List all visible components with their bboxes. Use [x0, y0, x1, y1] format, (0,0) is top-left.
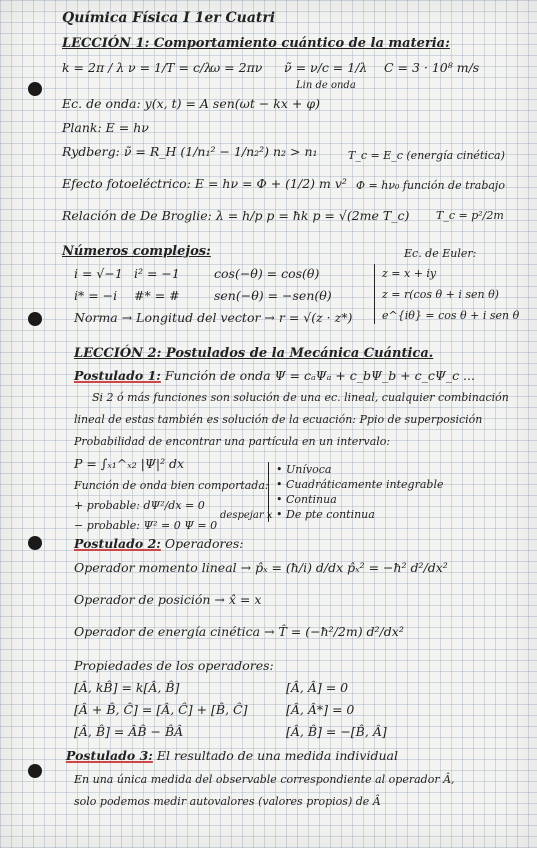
property-item: • Cuadráticamente integrable	[276, 478, 444, 491]
leccion1-heading: LECCIÓN 1: Comportamiento cuántico de la materia:	[62, 36, 450, 51]
binder-hole	[28, 312, 42, 326]
real-conjugate: #* = #	[134, 288, 180, 303]
kinetic-energy-operator: Operador de energía cinética → T̂ = (−ħ²/2m) d²/dx²	[74, 624, 404, 639]
wave-equation: Ec. de onda: y(x, t) = A sen(ωt − kx + φ)	[62, 96, 320, 111]
page-title: Química Física I 1er Cuatri	[62, 10, 276, 26]
postulado1-text: Función de onda Ψ = cₐΨₐ + c_bΨ_b + c_cΨ_c ...	[164, 368, 475, 383]
eq-omega: ω = 2πν	[210, 60, 263, 75]
operator-properties-heading: Propiedades de los operadores:	[74, 658, 274, 673]
eq-c: C = 3 · 10⁸ m/s	[384, 60, 480, 75]
euler-1: z = x + iy	[382, 267, 437, 280]
euler-3: e^{iθ} = cos θ + i sen θ	[382, 309, 520, 322]
i-squared: i² = −1	[134, 266, 180, 281]
superposition-line-1: Si 2 ó más funciones son solución de una ec. lineal, cualquier combinación	[92, 391, 509, 404]
photoelectric-equation: Efecto fotoeléctrico: E = hν = Φ + (1/2) m v²	[62, 176, 347, 191]
postulado3-text: El resultado de una medida individual	[156, 748, 398, 763]
property-2b: [Â, Â*] = 0	[286, 702, 355, 717]
binder-hole	[28, 536, 42, 550]
tc-note: T_c = E_c (energía cinética)	[348, 149, 505, 162]
postulado2-text: Operadores:	[164, 536, 244, 551]
probability-line: Probabilidad de encontrar una partícula en un intervalo:	[74, 435, 391, 448]
probability-equation: P = ∫ₓ₁^ₓ₂ |Ψ|² dx	[74, 456, 185, 471]
work-function-note: Φ = hν₀ función de trabajo	[356, 179, 505, 192]
lin-de-onda-note: Lin de onda	[296, 80, 356, 91]
leccion2-heading: LECCIÓN 2: Postulados de la Mecánica Cuántica.	[74, 346, 434, 361]
sen-parity: sen(−θ) = −sen(θ)	[214, 288, 332, 303]
euler-2: z = r(cos θ + i sen θ)	[382, 288, 499, 301]
rydberg-equation: Rydberg: ν̃ = R_H (1/n₁² − 1/n₂²) n₂ > n₁	[62, 144, 318, 159]
property-item: • Continua	[276, 493, 337, 506]
property-1b: [Â, Â] = 0	[286, 680, 349, 695]
eq-nutilde: ν̃ = ν/c = 1/λ	[284, 60, 368, 75]
postulado3-label: Postulado 3:	[66, 748, 153, 763]
postulado3-line-1: En una única medida del observable correspondiente al operador Â,	[74, 773, 455, 786]
superposition-line-2: lineal de estas también es solución de la ecuación: Ppio de superposición	[74, 413, 483, 426]
property-3a: [Â, B̂] = ÂB̂ − B̂Â	[74, 724, 184, 739]
i-conjugate: i* = −i	[74, 288, 118, 303]
euler-bracket	[374, 264, 375, 324]
planck-equation: Plank: E = hν	[62, 120, 149, 135]
postulado2-label: Postulado 2:	[74, 536, 161, 551]
euler-title: Ec. de Euler:	[404, 247, 477, 260]
postulado3-line-2: solo podemos medir autovalores (valores propios) de Â	[74, 795, 381, 808]
norma-line: Norma → Longitud del vector → r = √(z · z*)	[74, 310, 353, 325]
binder-hole	[28, 82, 42, 96]
postulado1-label: Postulado 1:	[74, 368, 161, 383]
momentum-operator: Operador momento lineal → p̂ₓ = (ħ/i) d/dx p̂ₓ² = −ħ² d²/dx²	[74, 560, 448, 575]
less-probable: − probable: Ψ² = 0 Ψ = 0	[74, 519, 218, 532]
cos-parity: cos(−θ) = cos(θ)	[214, 266, 320, 281]
de-broglie-equation: Relación de De Broglie: λ = h/p p = ħk p = √(2me T_c)	[62, 208, 410, 223]
property-item: • Unívoca	[276, 463, 332, 476]
property-item: • De pte continua	[276, 508, 375, 521]
more-probable: + probable: dΨ²/dx = 0	[74, 499, 205, 512]
eq-nu: ν = 1/T = c/λ	[128, 60, 213, 75]
position-operator: Operador de posición → x̂ = x	[74, 592, 262, 607]
eq-k: k = 2π / λ	[62, 60, 125, 75]
binder-hole	[28, 764, 42, 778]
despejar-note: despejar x	[220, 510, 273, 521]
i-definition: i = √−1	[74, 266, 123, 281]
property-1a: [Â, kB̂] = k[Â, B̂]	[74, 680, 180, 695]
property-3b: [Â, B̂] = −[B̂, Â]	[286, 724, 387, 739]
well-behaved-label: Función de onda bien comportada:	[74, 479, 269, 492]
tc-p-equation: T_c = p²/2m	[436, 209, 504, 222]
complejos-heading: Números complejos:	[62, 244, 211, 259]
property-2a: [Â + B̂, Ĉ] = [Â, Ĉ] + [B̂, Ĉ]	[74, 702, 248, 717]
